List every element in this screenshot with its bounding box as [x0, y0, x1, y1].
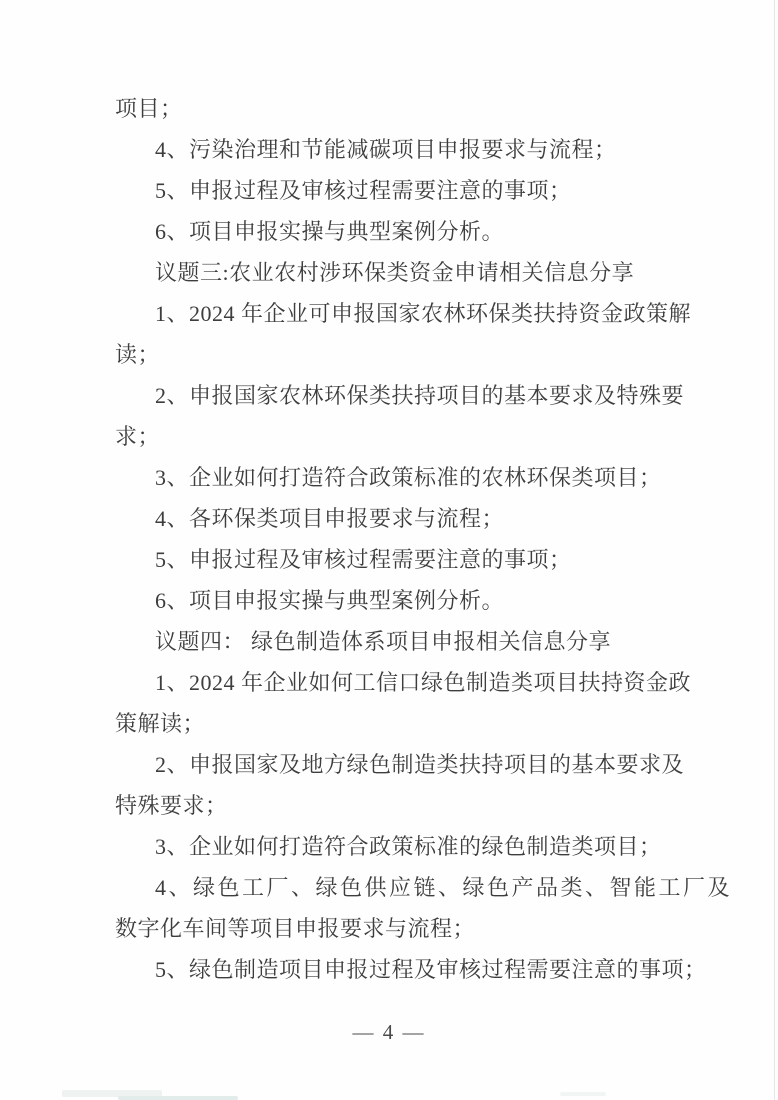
text-line: 项目； [115, 96, 183, 121]
text-line: 求； [115, 424, 161, 449]
text-line: 4、各环保类项目申报要求与流程； [155, 506, 505, 531]
text-line: 5、申报过程及审核过程需要注意的事项； [155, 178, 572, 203]
document-body [115, 88, 733, 990]
text-line: 3、企业如何打造符合政策标准的绿色制造类项目； [155, 834, 662, 859]
text-line: 2、申报国家及地方绿色制造类扶持项目的基本要求及 [155, 752, 685, 777]
scan-artifact-right-edge [774, 0, 775, 1100]
text-line: 4、污染治理和节能减碳项目申报要求与流程； [155, 137, 617, 162]
text-line: 数字化车间等项目申报要求与流程； [115, 916, 476, 941]
text-line: 策解读； [115, 711, 206, 736]
scan-artifact-smudge [560, 1092, 606, 1096]
text-line: 特殊要求； [115, 793, 228, 818]
text-line: 5、绿色制造项目申报过程及审核过程需要注意的事项； [155, 957, 707, 982]
text-line: 4、绿色工厂、绿色供应链、绿色产品类、智能工厂及 [155, 875, 733, 900]
text-line: 2、申报国家农林环保类扶持项目的基本要求及特殊要 [155, 383, 685, 408]
text-line: 6、项目申报实操与典型案例分析。 [155, 219, 505, 244]
text-line: 5、申报过程及审核过程需要注意的事项； [155, 547, 572, 572]
text-line: 议题三:农业农村涉环保类资金申请相关信息分享 [155, 260, 635, 285]
scan-artifact-smudge [118, 1096, 238, 1100]
text-line: 读； [115, 342, 161, 367]
text-line: 1、2024 年企业可申报国家农林环保类扶持资金政策解 [155, 301, 692, 326]
text-line: 1、2024 年企业如何工信口绿色制造类项目扶持资金政 [155, 670, 692, 695]
text-line: 6、项目申报实操与典型案例分析。 [155, 588, 505, 613]
text-line: 议题四： 绿色制造体系项目申报相关信息分享 [155, 629, 612, 654]
page-number: — 4 — [352, 1020, 426, 1044]
text-line: 3、企业如何打造符合政策标准的农林环保类项目； [155, 465, 662, 490]
